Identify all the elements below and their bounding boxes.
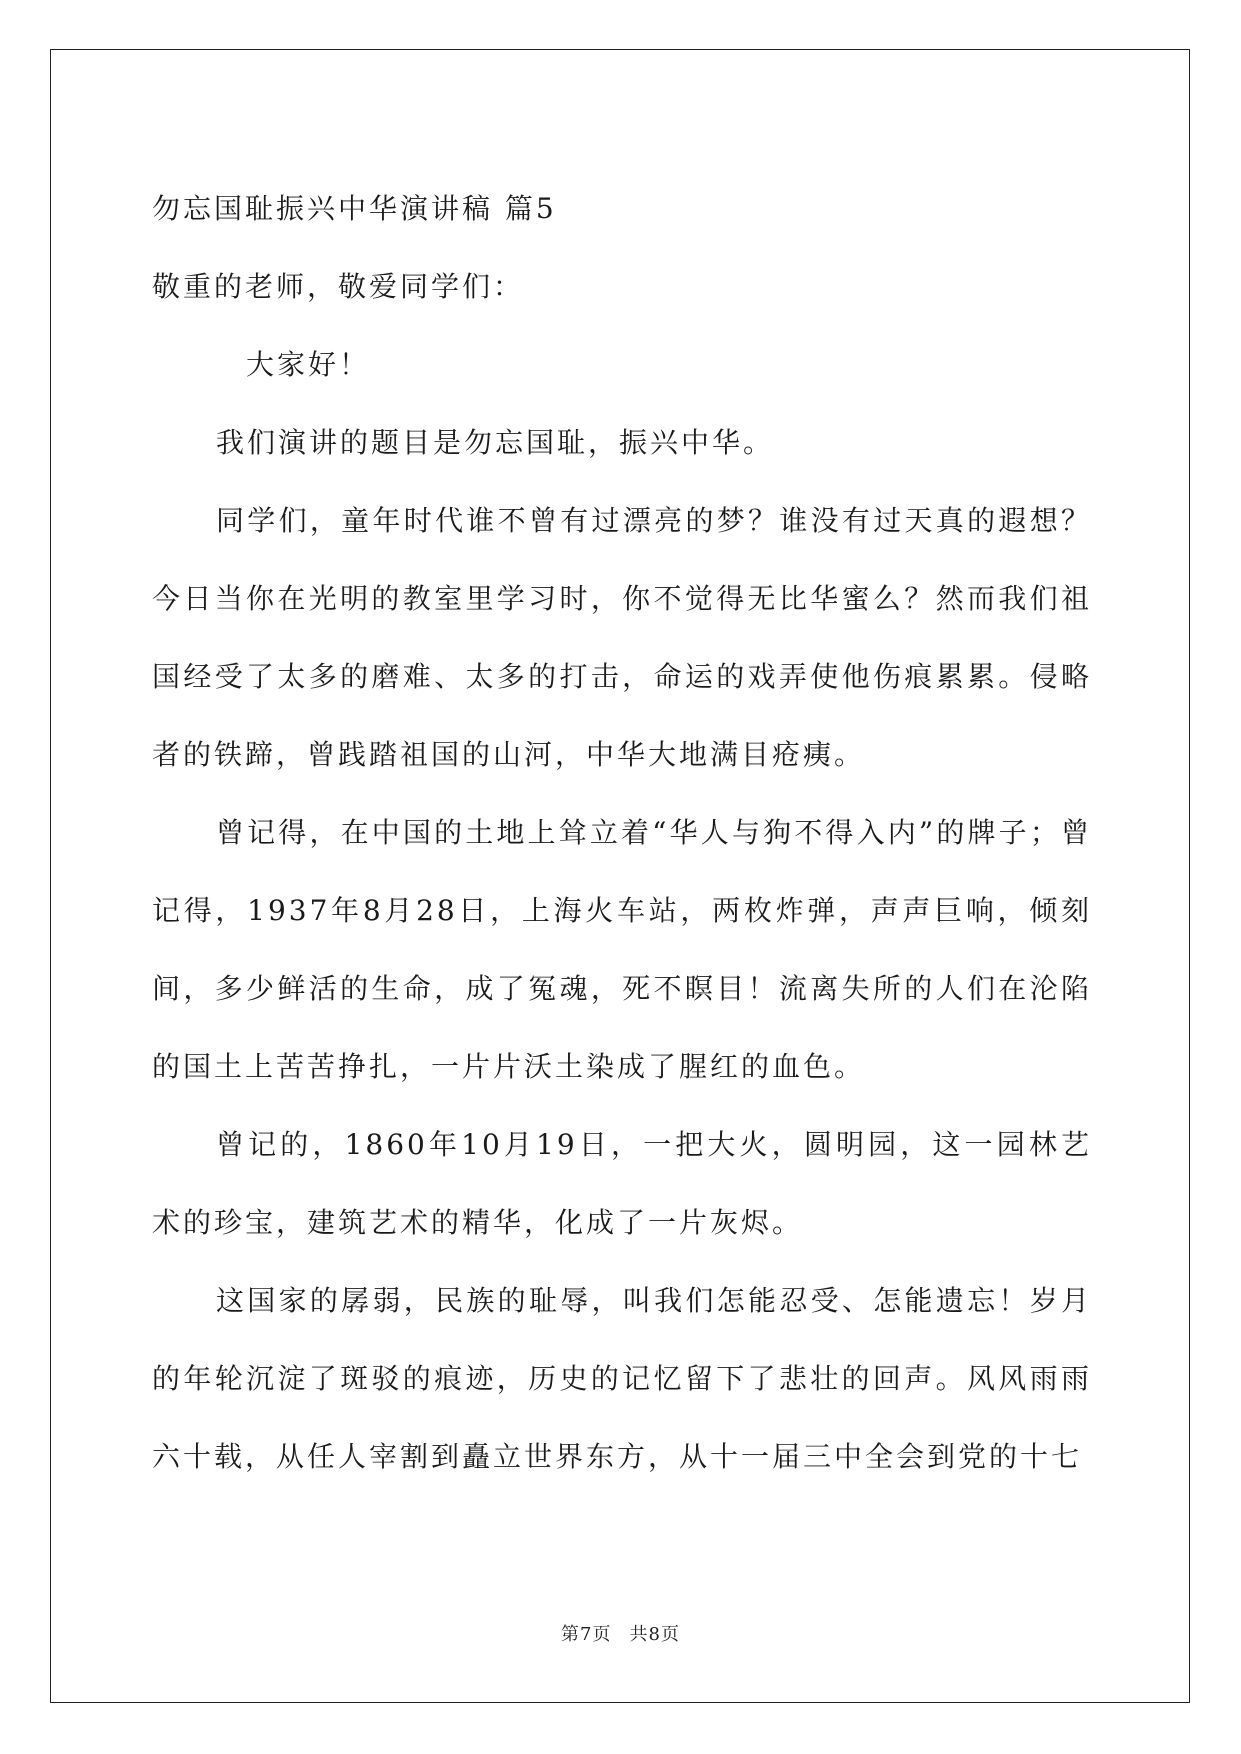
document-body [152, 170, 1092, 1496]
paragraph: 曾记的，1860年10月19日，一把大火，圆明园，这一园林艺术的珍宝，建筑艺术的精华，化成了一片灰烬。 [152, 1128, 1092, 1239]
paragraph: 同学们，童年时代谁不曾有过漂亮的梦？谁没有过天真的遐想？今日当你在光明的教室里学习时，你不觉得无比华蜜么？然而我们祖国经受了太多的磨难、太多的打击，命运的戏弄使他伤痕累累。侵略者的铁蹄，曾践踏祖国的山河，中华大地满目疮痍。 [152, 504, 1092, 771]
paragraph: 这国家的孱弱，民族的耻辱，叫我们怎能忍受、怎能遗忘！岁月的年轮沉淀了斑驳的痕迹，历史的记忆留下了悲壮的回声。风风雨雨六十载，从任人宰割到矗立世界东方，从十一届三中全会到党的十七 [152, 1284, 1092, 1473]
salutation: 敬重的老师，敬爱同学们： [152, 270, 525, 303]
paragraph: 曾记得，在中国的土地上耸立着“华人与狗不得入内”的牌子；曾记得，1937年8月28日，上海火车站，两枚炸弹，声声巨响，倾刻间，多少鲜活的生命，成了冤魂，死不瞑目！流离失所的人们在沦陷的国土上苦苦挣扎，一片片沃土染成了腥红的血色。 [152, 816, 1092, 1083]
page-number-current: 第7页 [561, 1624, 612, 1645]
page-number-total: 共8页 [629, 1624, 680, 1645]
document-title: 勿忘国耻振兴中华演讲稿 篇5 [152, 192, 557, 225]
page-footer [0, 1620, 1241, 1646]
greeting: 大家好！ [246, 348, 371, 381]
paragraph: 我们演讲的题目是勿忘国耻，振兴中华。 [216, 426, 775, 459]
